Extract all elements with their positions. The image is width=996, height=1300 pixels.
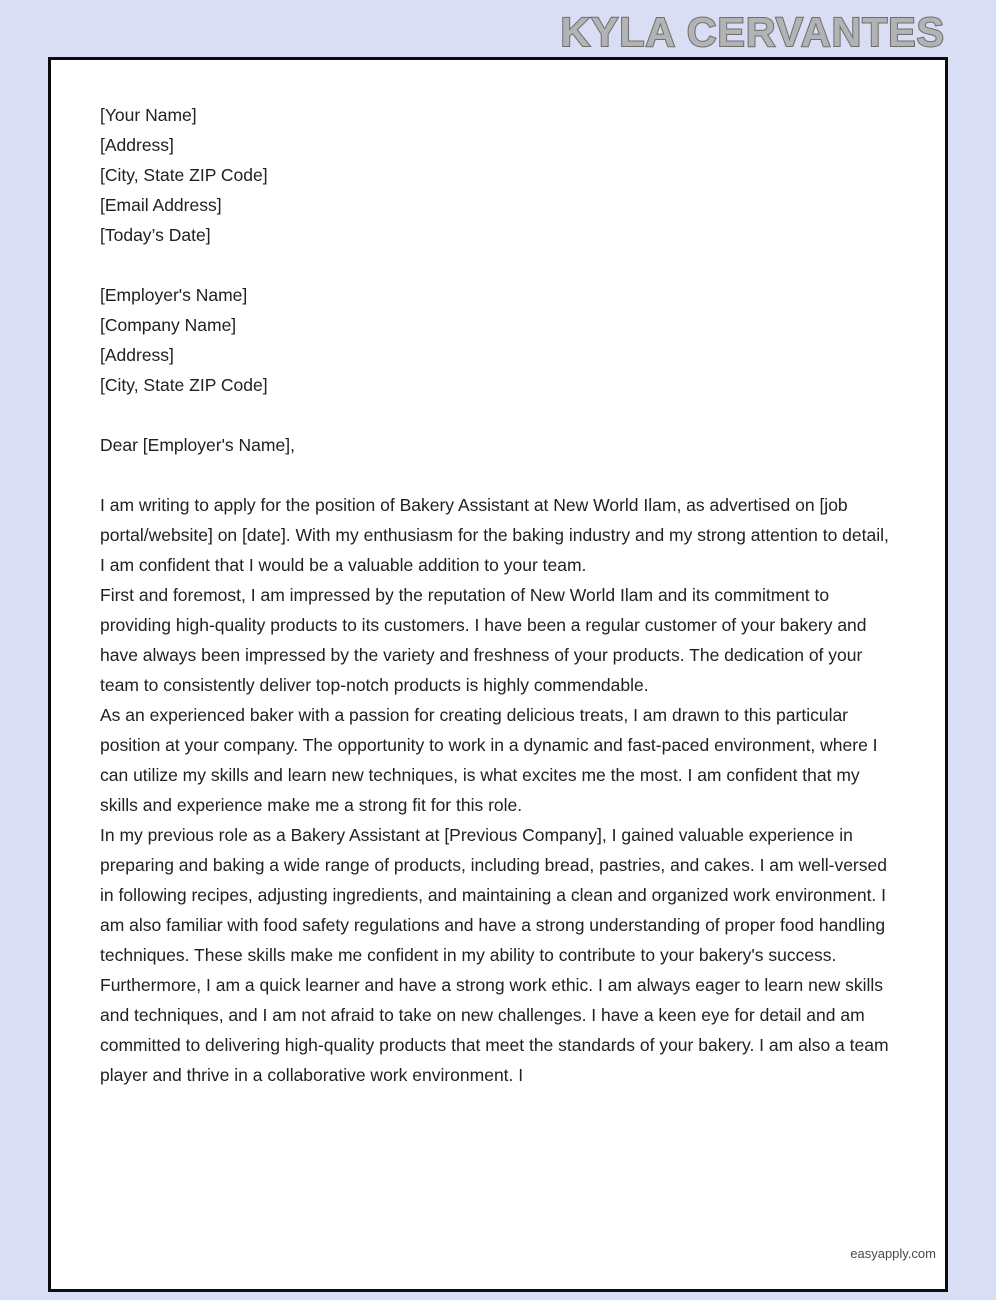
salutation-block <box>100 430 893 460</box>
watermark: easyapply.com <box>850 1246 936 1261</box>
sender-address-line: [Address] <box>100 135 174 155</box>
page-title: KYLA CERVANTES <box>560 9 945 55</box>
paragraph-intro: I am writing to apply for the position of Bakery Assistant at New World Ilam, as advertised on [job portal/website] on [date]. With my enthusiasm for the baking industry and my strong attention to detail, I am confident that I would be a valuable addition to your team. <box>100 495 889 575</box>
paragraph-reputation: First and foremost, I am impressed by the reputation of New World Ilam and its commitment to providing high-quality products to its customers. I have been a regular customer of your bakery and have always been impressed by the variety and freshness of your products. The dedication of your team to consistently deliver top-notch products is highly commendable. <box>100 585 867 695</box>
sender-date-line: [Today’s Date] <box>100 225 211 245</box>
recipient-city-line: [City, State ZIP Code] <box>100 375 268 395</box>
salutation: Dear [Employer's Name], <box>100 435 295 455</box>
sender-address-block <box>100 100 893 250</box>
recipient-name-line: [Employer's Name] <box>100 285 248 305</box>
recipient-address-block <box>100 280 893 400</box>
letter-page <box>48 57 948 1292</box>
paragraph-experience: In my previous role as a Bakery Assistant at [Previous Company], I gained valuable experience in preparing and baking a wide range of products, including bread, pastries, and cakes. I am well-versed in following recipes, adjusting ingredients, and maintaining a clean and organized work environment. I am also familiar with food safety regulations and have a strong understanding of proper food handling techniques. These skills make me confident in my ability to contribute to your bakery's success. <box>100 825 887 965</box>
sender-name-line: [Your Name] <box>100 105 197 125</box>
paragraph-work-ethic: Furthermore, I am a quick learner and have a strong work ethic. I am always eager to learn new skills and techniques, and I am not afraid to take on new challenges. I have a keen eye for detail and am committed to delivering high-quality products that meet the standards of your bakery. I am also a team player and thrive in a collaborative work environment. I <box>100 975 889 1085</box>
recipient-address-line: [Address] <box>100 345 174 365</box>
paragraph-motivation: As an experienced baker with a passion for creating delicious treats, I am drawn to this particular position at your company. The opportunity to work in a dynamic and fast-paced environment, where I can utilize my skills and learn new techniques, is what excites me the most. I am confident that my skills and experience make me a strong fit for this role. <box>100 705 878 815</box>
letter-body <box>100 100 893 1090</box>
sender-email-line: [Email Address] <box>100 195 222 215</box>
recipient-company-line: [Company Name] <box>100 315 237 335</box>
sender-city-line: [City, State ZIP Code] <box>100 165 268 185</box>
